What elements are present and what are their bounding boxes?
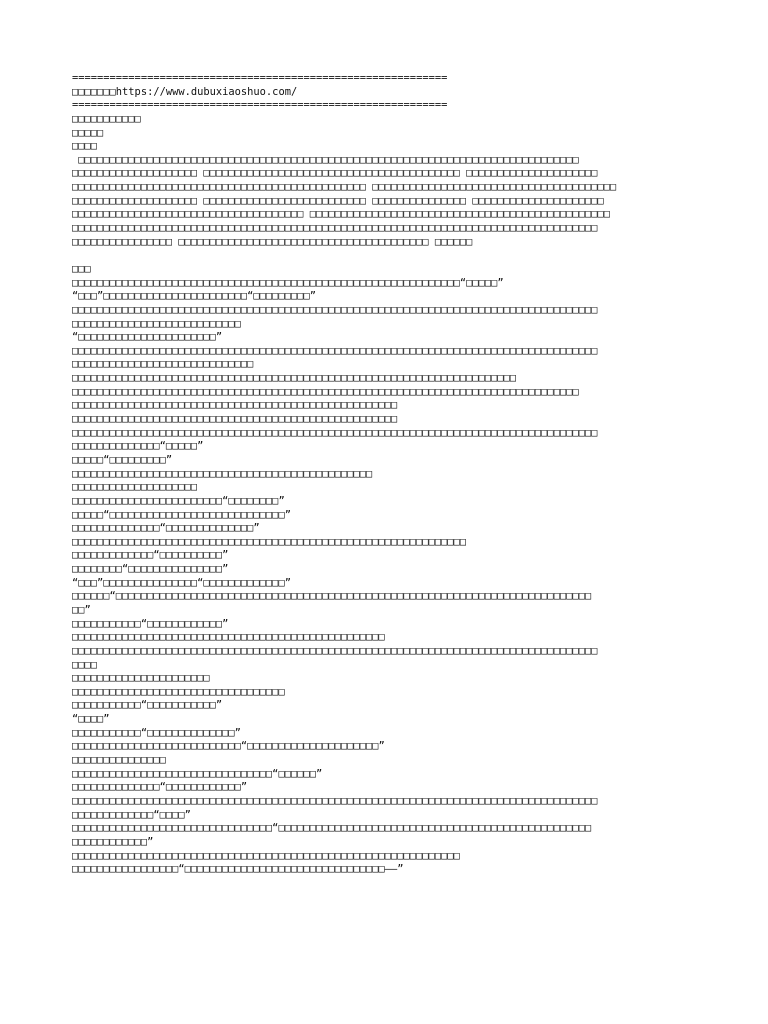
text-line: □□□□□□□□□□□□□□“□□□□□□□□□□□□” (72, 781, 248, 794)
text-line: □□□□□□□□□□□□” (72, 835, 154, 848)
text-line: □□□□□□□□□□□“□□□□□□□□□□□” (72, 699, 223, 712)
text-line: □□□□□□□□□□□□□□□□□□□□ □□□□□□□□□□□□□□□□□□□□□□□□□□□□□□□□□□□□□□□□□ □□□□□□□□□□□□□□□□□□□□□ (72, 167, 598, 180)
text-line: “□□□□” (72, 713, 110, 726)
text-line: □□□□□□□□□□□□□□□□ □□□□□□□□□□□□□□□□□□□□□□□□□□□□□□□□□□□□□□□□ □□□□□□ (72, 235, 473, 248)
text-line: □□□□□□□□□□□□□□□□□□□□□□□□□□□□□□□□□□□□□□□□□□□□□□□ □□□□□□□□□□□□□□□□□□□□□□□□□□□□□□□□□□□□□□□ (72, 181, 617, 194)
text-line: □□□□□□□□□□□ (72, 112, 141, 125)
text-line: □□□□□□□□□□□□□□□□□□□□□□□□□□□□□□□□□□□□□□□□□□□□□□□□□□□□□□□□□□□□□□□□□□□□□□□ (72, 372, 517, 385)
text-line: □□□□ (72, 140, 98, 153)
text-line: □□□□□□□□□□□□□□□□□“□□□□□□□□□□□□□□□□□□□□□□□□□□□□□□□□——” (72, 863, 404, 876)
text-line: □□□□□□□□□□□□□□□□□□□□□□□□□□□□□□□□“□□□□□□□□□□□□□□□□□□□□□□□□□□□□□□□□□□□□□□□□□□□□□□□□□□ (72, 822, 592, 835)
text-line: □□□□□□□□□□□□□□□□□□□□□□□□□□□□□□□□□□□□□□□□□□□□□□□□□□□□□□□□□□□□□□□□□□□□□□□□□□□□□□□□□ (72, 385, 579, 398)
text-line: □□□□□□□□□□□□□□□□□□□□□□□□□□□□□□□□□□□□□□□□□□□□□□□□□□□□□□□□□□□□□□□□□□□□□□□□□□□□□□□□□□□□ (72, 426, 598, 439)
text-document (72, 72, 702, 877)
text-line: □□□□□□□□□□□□□□“□□□□□□□□□□□□□□” (72, 522, 260, 535)
text-line: “□□□”□□□□□□□□□□□□□□□□□□□□□□□“□□□□□□□□□” (72, 290, 316, 303)
text-line: “□□□□□□□□□□□□□□□□□□□□□□” (72, 331, 223, 344)
text-line: □□□□□□□□□□□□□□□□□□□□□□□□□□□□□ (72, 358, 254, 371)
text-line: □□□□□□□□□□□□□□“□□□□□” (72, 440, 204, 453)
text-line: □□□□□□□□□□□□□□□□□□□□□□□□□□□□□□□□□□□□□□□□□□□□□□□□□□□□□□□□□□□□□□“□□□□□” (72, 276, 504, 289)
text-line: “□□□”□□□□□□□□□□□□□□□“□□□□□□□□□□□□□” (72, 576, 291, 589)
text-line: □□□□□□□□□□□□□□□□□□□□□□□□□□□□□□□□□□□□□□□□□□□□□□□□□□□□□□□□□□□□□□□□□□□□□□□□□□□□□□□□ (72, 153, 579, 166)
text-line: □□□□□□□□□□□□□□□□□□□□□□□□□□□□□□□□□□□□□□□□□□□□□□□□ (72, 467, 373, 480)
separator-line: ============================================================ (72, 99, 448, 112)
text-line: □□□□□□“□□□□□□□□□□□□□□□□□□□□□□□□□□□□□□□□□□□□□□□□□□□□□□□□□□□□□□□□□□□□□□□□□□□□□□□□□□□□ (72, 590, 592, 603)
text-line: □□□□□□□□□□□□□□□□□□□□□□□□□□□ (72, 317, 241, 330)
text-line: □□□□□□□□□□□“□□□□□□□□□□□□” (72, 617, 229, 630)
text-line: □□□□□□□□□□□□□□□ (72, 754, 166, 767)
text-line: □□□□□□□□□□□□□□□□□□□□□□□□□□□□□□□□□□□□□□□□□□□□□□□□□□ (72, 631, 385, 644)
text-line: □□□□□ (72, 126, 104, 139)
text-line: □□□□□□□□□□□□□□□□□□□□□□□□□□□□□□□□□□□□□□□□□□□□□□□□□□□□ (72, 399, 398, 412)
text-line: □□□□□□□□□□□□□□□□□□□□□□□□□□□□□□□□□□□□□□□□□□□□□□□□□□□□ (72, 413, 398, 426)
source-url-line: □□□□□□□https://www.dubuxiaoshuo.com/ (72, 85, 298, 98)
text-line: □□□□ (72, 658, 98, 671)
text-line: □□□□□□□□□□□□□□□□□□□□□□□□□□□□□□□□□□□□□□□□□□□□□□□□□□□□□□□□□□□□□□□ (72, 535, 467, 548)
text-line: □□□□□□□□□□□□□□□□□□□□□□□□□□□□□□□□“□□□□□□” (72, 767, 323, 780)
text-line: □□□□□“□□□□□□□□□□□□□□□□□□□□□□□□□□□□” (72, 508, 291, 521)
text-line: □□□□□□□□□□□□□□□□□□□□□□□□□□□□□□□□□□□□□□□□□□□□□□□□□□□□□□□□□□□□□□□□□□□□□□□□□□□□□□□□□□□□ (72, 344, 598, 357)
text-line: □□□□□□□□□□□□□□□□□□□□□□□□□□□□□□□□□□□□□□□□□□□□□□□□□□□□□□□□□□□□□□ (72, 849, 460, 862)
text-line: □□□□□□□□□□□“□□□□□□□□□□□□□□” (72, 726, 241, 739)
text-line: □□□□□□□□□□□□□□□□□□□□□□□□□□□“□□□□□□□□□□□□□□□□□□□□□” (72, 740, 385, 753)
separator-line: ============================================================ (72, 72, 448, 84)
text-line: □□□□□□□□□□□□□□□□□□□□□□□□□□□□□□□□□□ (72, 685, 285, 698)
blank-line (72, 249, 702, 263)
text-line: □□□□□□□□□□□□□□□□□□□□ (72, 481, 198, 494)
text-line: □□□□□□□□“□□□□□□□□□□□□□□□” (72, 563, 229, 576)
text-line: □□□□□□□□□□□□□□□□□□□□□□ (72, 672, 210, 685)
text-line: □□□□□□□□□□□□□“□□□□□□□□□□” (72, 549, 229, 562)
text-line: □□□□□□□□□□□□□□□□□□□□□□□□□□□□□□□□□□□□□□□□□□□□□□□□□□□□□□□□□□□□□□□□□□□□□□□□□□□□□□□□□□□□ (72, 222, 598, 235)
text-line: □□□□□“□□□□□□□□□” (72, 453, 173, 466)
text-line: □□□□□□□□□□□□□□□□□□□□□□□□□□□□□□□□□□□□□ □□□□□□□□□□□□□□□□□□□□□□□□□□□□□□□□□□□□□□□□□□□□□□□□ (72, 208, 610, 221)
text-line: □□□□□□□□□□□□□□□□□□□□ □□□□□□□□□□□□□□□□□□□□□□□□□□ □□□□□□□□□□□□□□□ □□□□□□□□□□□□□□□□□□□□□ (72, 194, 604, 207)
text-line: □□” (72, 603, 91, 616)
text-line: □□□□□□□□□□□□□□□□□□□□□□□□□□□□□□□□□□□□□□□□□□□□□□□□□□□□□□□□□□□□□□□□□□□□□□□□□□□□□□□□□□□□ (72, 644, 598, 657)
text-line: □□□□□□□□□□□□□□□□□□□□□□□□□□□□□□□□□□□□□□□□□□□□□□□□□□□□□□□□□□□□□□□□□□□□□□□□□□□□□□□□□□□□ (72, 303, 598, 316)
text-line: □□□ (72, 262, 91, 275)
text-line: □□□□□□□□□□□□□□□□□□□□□□□□“□□□□□□□□” (72, 494, 285, 507)
text-line: □□□□□□□□□□□□□“□□□□” (72, 808, 191, 821)
text-line: □□□□□□□□□□□□□□□□□□□□□□□□□□□□□□□□□□□□□□□□□□□□□□□□□□□□□□□□□□□□□□□□□□□□□□□□□□□□□□□□□□□□ (72, 794, 598, 807)
